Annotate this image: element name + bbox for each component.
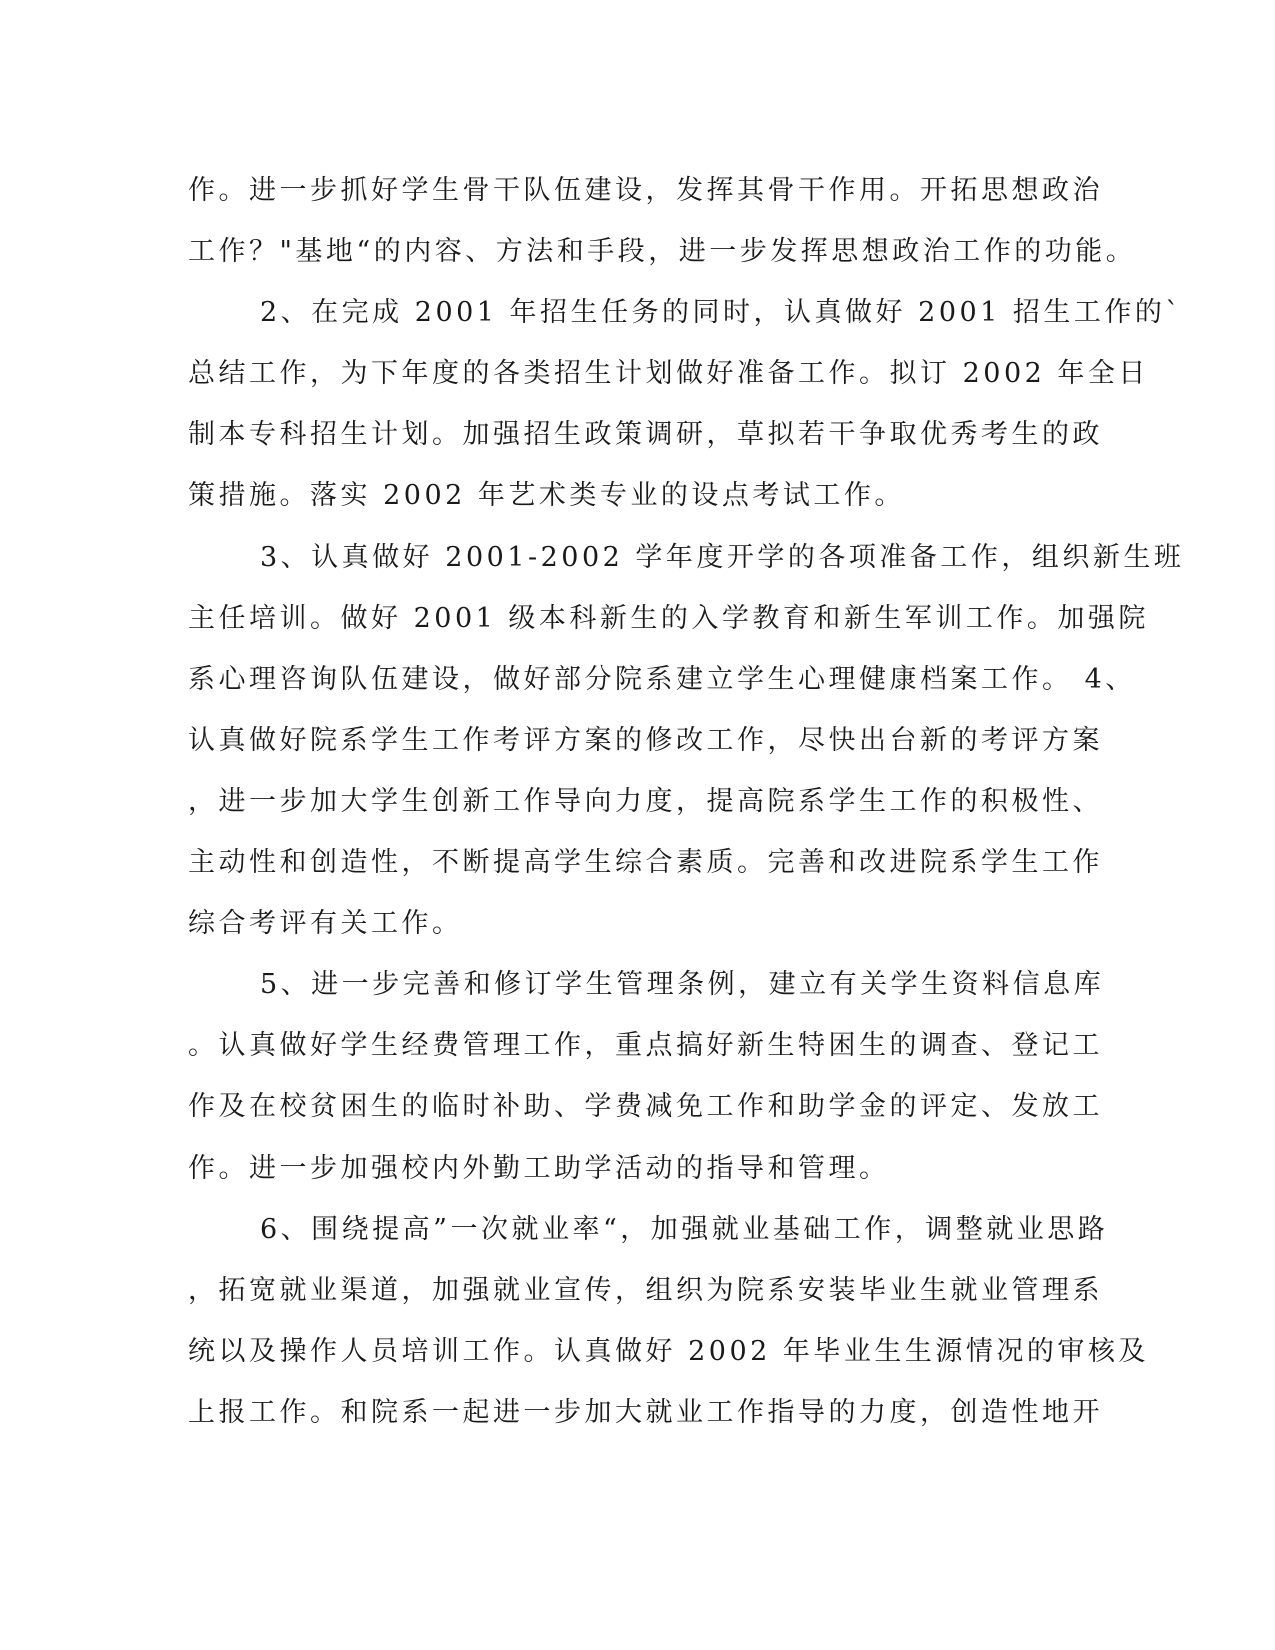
text-line: 策措施。落实 2002 年艺术类专业的设点考试工作。 (188, 480, 905, 512)
text-line: 综合考评有关工作。 (188, 908, 463, 940)
text-line: 总结工作，为下年度的各类招生计划做好准备工作。拟订 2002 年全日 (188, 358, 1149, 390)
text-line: 制本专科招生计划。加强招生政策调研，草拟若干争取优秀考生的政 (188, 419, 1103, 451)
text-line: 作。进一步加强校内外勤工助学活动的指导和管理。 (188, 1152, 890, 1184)
text-line: 主动性和创造性，不断提高学生综合素质。完善和改进院系学生工作 (188, 847, 1103, 879)
text-line: 作。进一步抓好学生骨干队伍建设，发挥其骨干作用。开拓思想政治 (188, 175, 1103, 206)
text-line: 工作？"基地“的内容、方法和手段，进一步发挥思想政治工作的功能。 (188, 236, 1137, 268)
text-line: 。认真做好学生经费管理工作，重点搞好新生特困生的调查、登记工 (188, 1030, 1103, 1062)
paragraph-2-start: 2、在完成 2001 年招生任务的同时，认真做好 2001 招生工作的` (260, 297, 1183, 329)
paragraph-6-start: 6、围绕提高”一次就业率“，加强就业基础工作，调整就业思路 (260, 1213, 1109, 1245)
text-line: 认真做好院系学生工作考评方案的修改工作，尽快出台新的考评方案 (188, 724, 1103, 756)
paragraph-5-start: 5、进一步完善和修订学生管理条例，建立有关学生资料信息库 (260, 969, 1105, 1001)
paragraph-3-start: 3、认真做好 2001-2002 学年度开学的各项准备工作，组织新生班 (260, 541, 1185, 573)
text-line: 主任培训。做好 2001 级本科新生的入学教育和新生军训工作。加强院 (188, 602, 1149, 634)
text-line: 上报工作。和院系一起进一步加大就业工作指导的力度，创造性地开 (188, 1396, 1103, 1428)
text-line: 作及在校贫困生的临时补助、学费减免工作和助学金的评定、发放工 (188, 1091, 1103, 1123)
body-text (188, 160, 1185, 1443)
text-line: 系心理咨询队伍建设，做好部分院系建立学生心理健康档案工作。 4、 (188, 663, 1136, 695)
text-line: ，进一步加大学生创新工作导向力度，提高院系学生工作的积极性、 (188, 785, 1103, 817)
text-line: ，拓宽就业渠道，加强就业宣传，组织为院系安装毕业生就业管理系 (188, 1274, 1103, 1306)
text-line: 统以及操作人员培训工作。认真做好 2002 年毕业生生源情况的审核及 (188, 1335, 1149, 1367)
